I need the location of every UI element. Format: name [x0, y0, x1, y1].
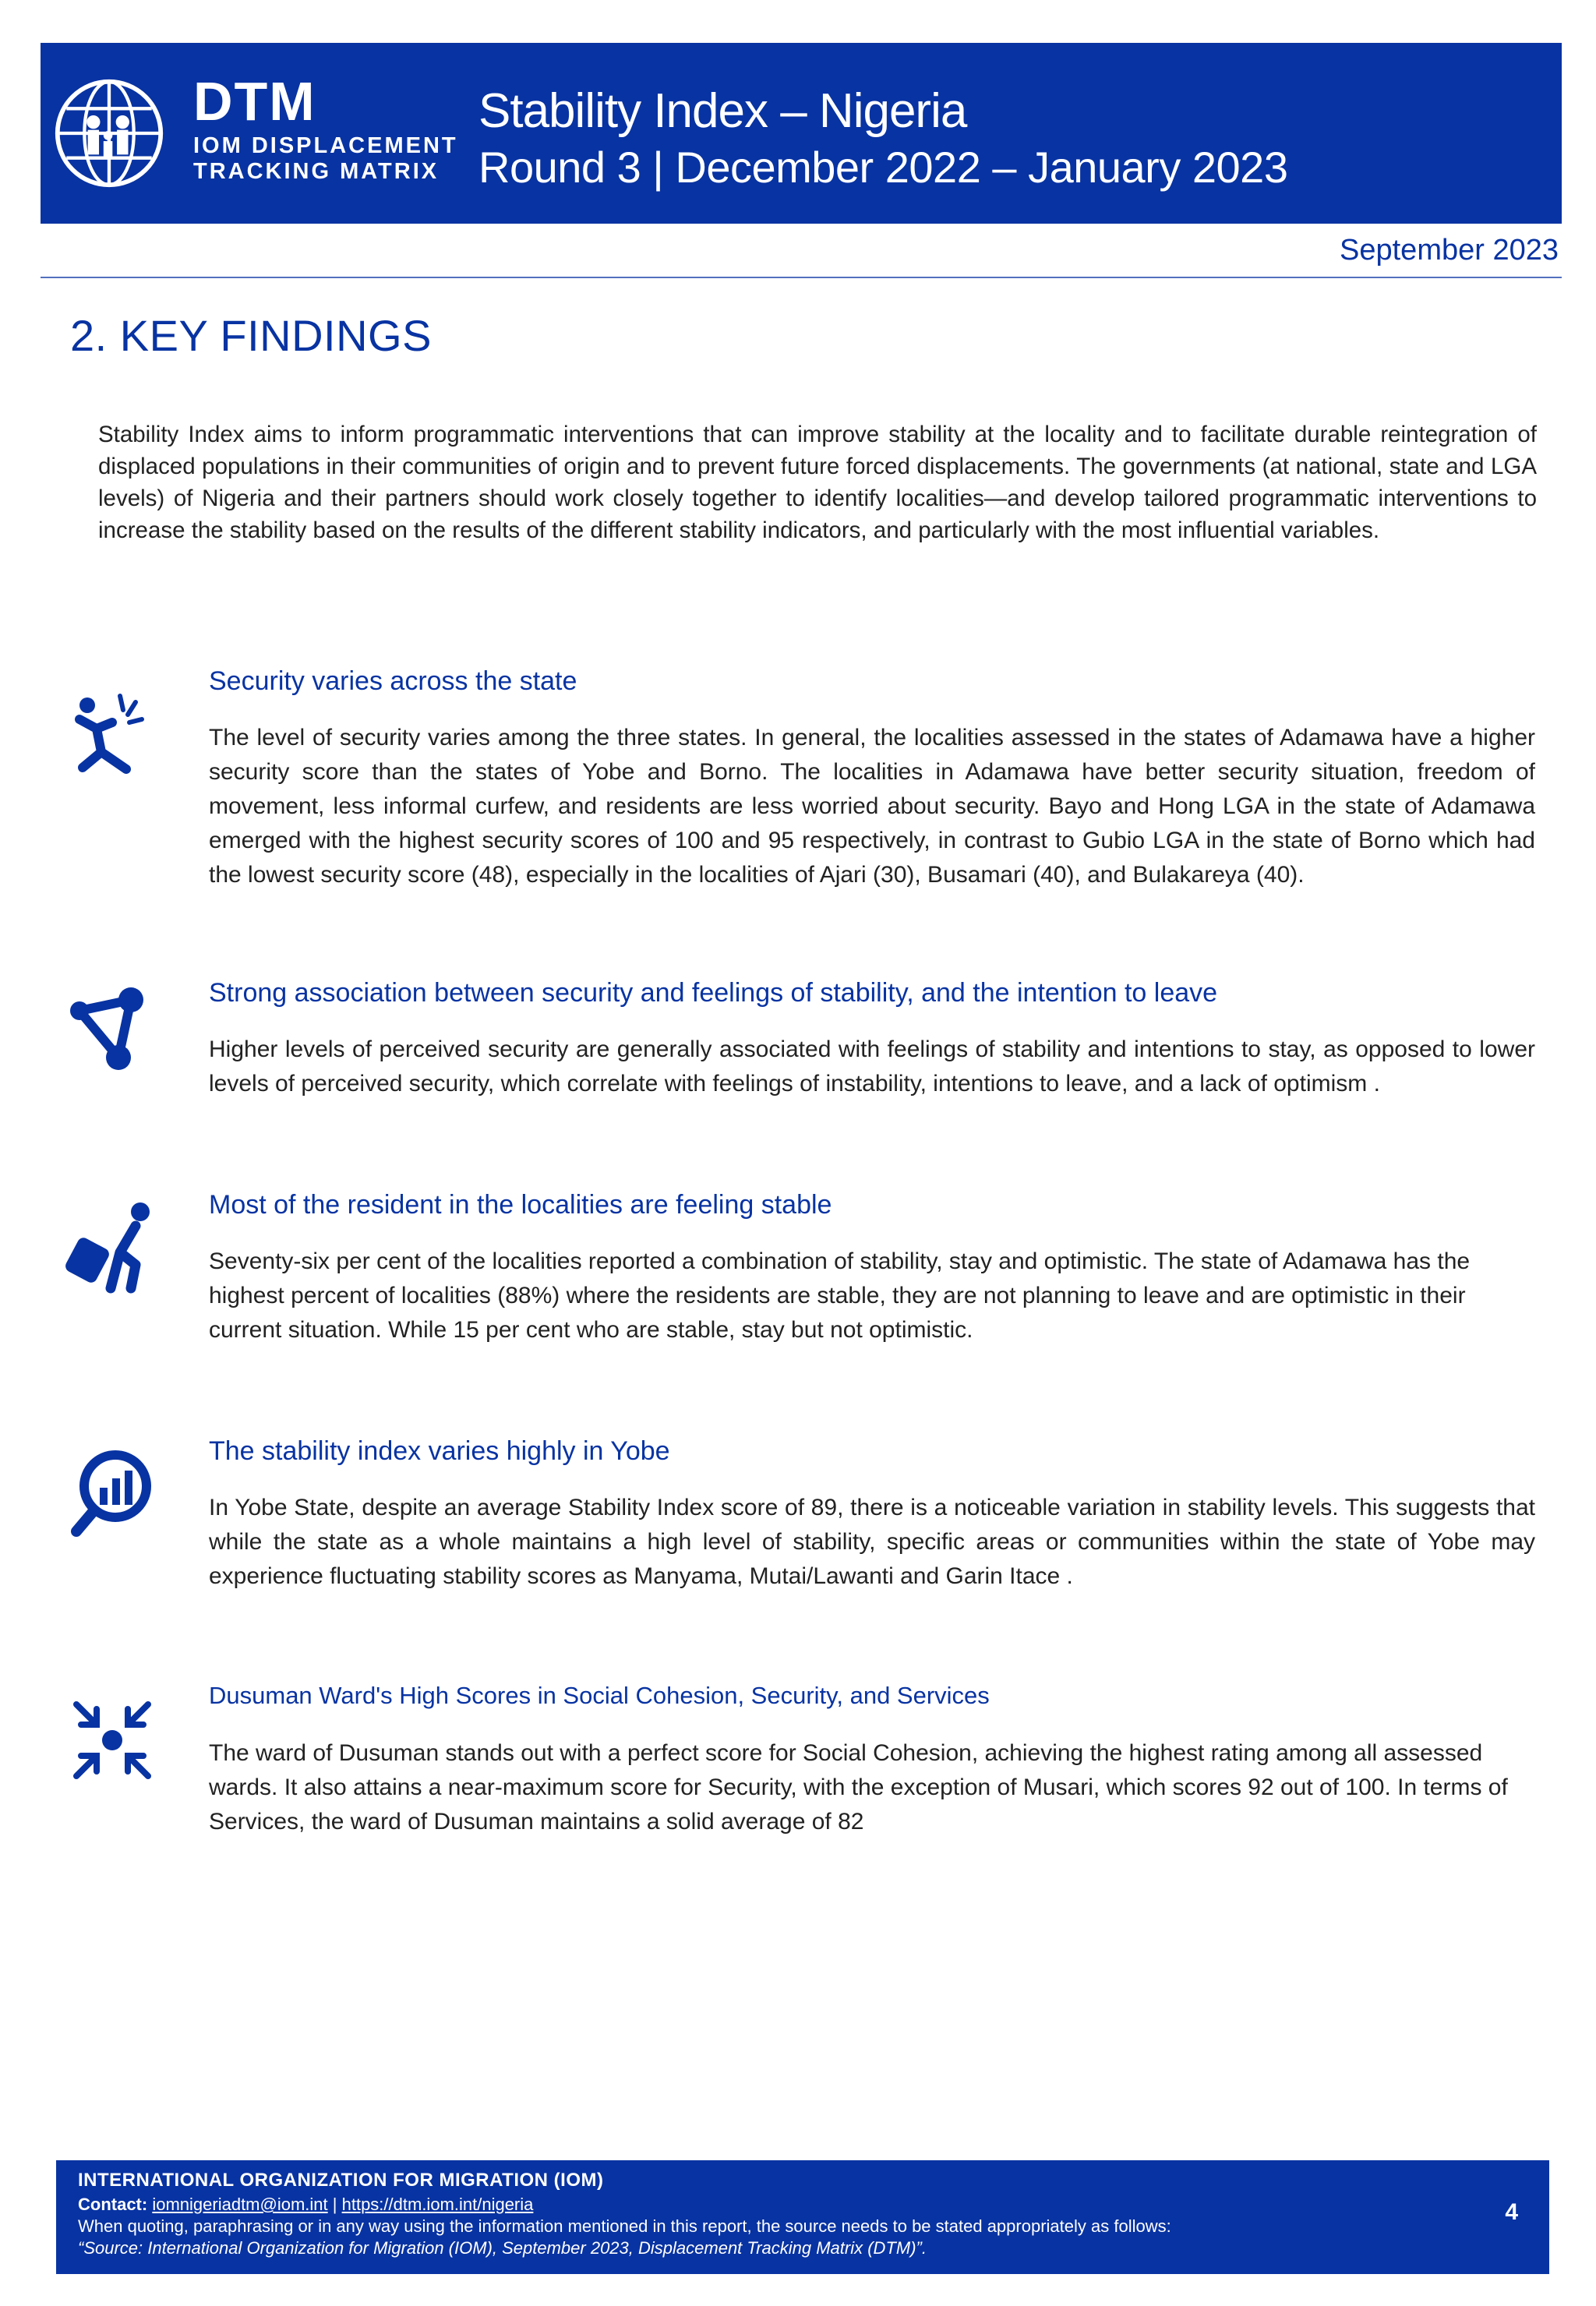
finding-title: Security varies across the state	[209, 666, 577, 696]
footer-banner	[56, 2160, 1549, 2274]
section-title: 2. KEY FINDINGS	[70, 311, 432, 360]
logo-subtitle-line2: TRACKING MATRIX	[193, 159, 440, 184]
logo-dtm: DTM	[193, 71, 316, 132]
traveler-with-luggage-icon	[65, 1198, 159, 1299]
footer-citation: “Source: International Organization for Migration (IOM), September 2023, Displacement Tracking Matrix (DTM)”.	[78, 2238, 927, 2258]
page-number: 4	[1505, 2199, 1518, 2225]
report-subtitle: Round 3 | December 2022 – January 2023	[478, 143, 1288, 192]
footer-email-link[interactable]: iomnigeriadtm@iom.int	[152, 2195, 328, 2214]
footer-separator: |	[332, 2195, 337, 2214]
finding-title: The stability index varies highly in Yobe	[209, 1436, 670, 1466]
network-nodes-icon	[65, 978, 159, 1079]
intro-paragraph: Stability Index aims to inform programmatic interventions that can improve stability at the locality and to facilitate durable reintegration of displaced populations in their communities of origin and to prevent future forced displacements. The governments (at national, state and LGA levels) of Nigeria and their partners should work closely together to identify localities—and develop tailored programmatic interventions to increase the stability based on the results of the different stability indicators, and particularly with the most influential variables.	[98, 422, 1537, 543]
finding-body: The level of security varies among the three states. In general, the localities assessed in the states of Adamawa have a higher security score than the states of Yobe and Borno. The localities in Adamawa have better security situation, freedom of movement, less informal curfew, and residents are less worried about security. Bayo and Hong LGA in the state of Adamawa emerged with the highest security scores of 100 and 95 respectively, in contrast to Gubio LGA in the state of Borno which had the lowest security score (48), especially in the localities of Ajari (30), Busamari (40), and Bulakareya (40).	[209, 725, 1535, 888]
header-divider	[41, 277, 1562, 278]
iom-globe-logo-icon	[53, 77, 165, 189]
converging-arrows-icon	[65, 1690, 159, 1791]
finding-title: Dusuman Ward's High Scores in Social Cohesion, Security, and Services	[209, 1682, 990, 1709]
finding-body: The ward of Dusuman stands out with a perfect score for Social Cohesion, achieving the highest rating among all assessed wards. It also attains a near-maximum score for Security, with the exception of Musari, which scores 92 out of 100. In terms of Services, the ward of Dusuman maintains a solid average of 82	[209, 1740, 1508, 1835]
footer-organization: INTERNATIONAL ORGANIZATION FOR MIGRATION (IOM)	[78, 2170, 604, 2191]
logo-subtitle-line1: IOM DISPLACEMENT	[193, 133, 458, 158]
logo-wordmark	[193, 71, 458, 185]
footer-url-link[interactable]: https://dtm.iom.int/nigeria	[341, 2195, 534, 2214]
report-title-block	[478, 83, 1287, 196]
finding-body: Higher levels of perceived security are generally associated with feelings of stability and intentions to stay, as opposed to lower levels of perceived security, which correlate with feelings of instability, intentions to leave, and a lack of optimism .	[209, 1036, 1535, 1096]
finding-body: Seventy-six per cent of the localities reported a combination of stability, stay and optimistic. The state of Adamawa has the highest percent of localities (88%) where the residents are stable, they are not planning to leave and are optimistic in their current situation. While 15 per cent who are stable, stay but not optimistic.	[209, 1248, 1471, 1343]
finding-body: In Yobe State, despite an average Stability Index score of 89, there is a noticeable variation in stability levels. This suggests that while the state as a whole maintains a high level of stability, specific areas or communities within the state of Yobe may experience fluctuating stability scores as Manyama, Mutai/Lawanti and Garin Itace .	[209, 1495, 1535, 1589]
finding-title: Strong association between security and feelings of stability, and the intention to leave	[209, 978, 1218, 1008]
falling-person-icon	[65, 682, 159, 783]
report-title: Stability Index – Nigeria	[478, 84, 967, 138]
publication-date: September 2023	[1340, 234, 1559, 267]
footer-citation-note: When quoting, paraphrasing or in any way using the information mentioned in this report, the source needs to be stated appropriately as follows:	[78, 2216, 1171, 2236]
footer-contact-label: Contact:	[78, 2195, 148, 2214]
footer-contact	[78, 2195, 533, 2215]
header-banner	[41, 43, 1562, 224]
finding-title: Most of the resident in the localities are feeling stable	[209, 1190, 832, 1220]
magnifier-chart-icon	[65, 1444, 159, 1545]
